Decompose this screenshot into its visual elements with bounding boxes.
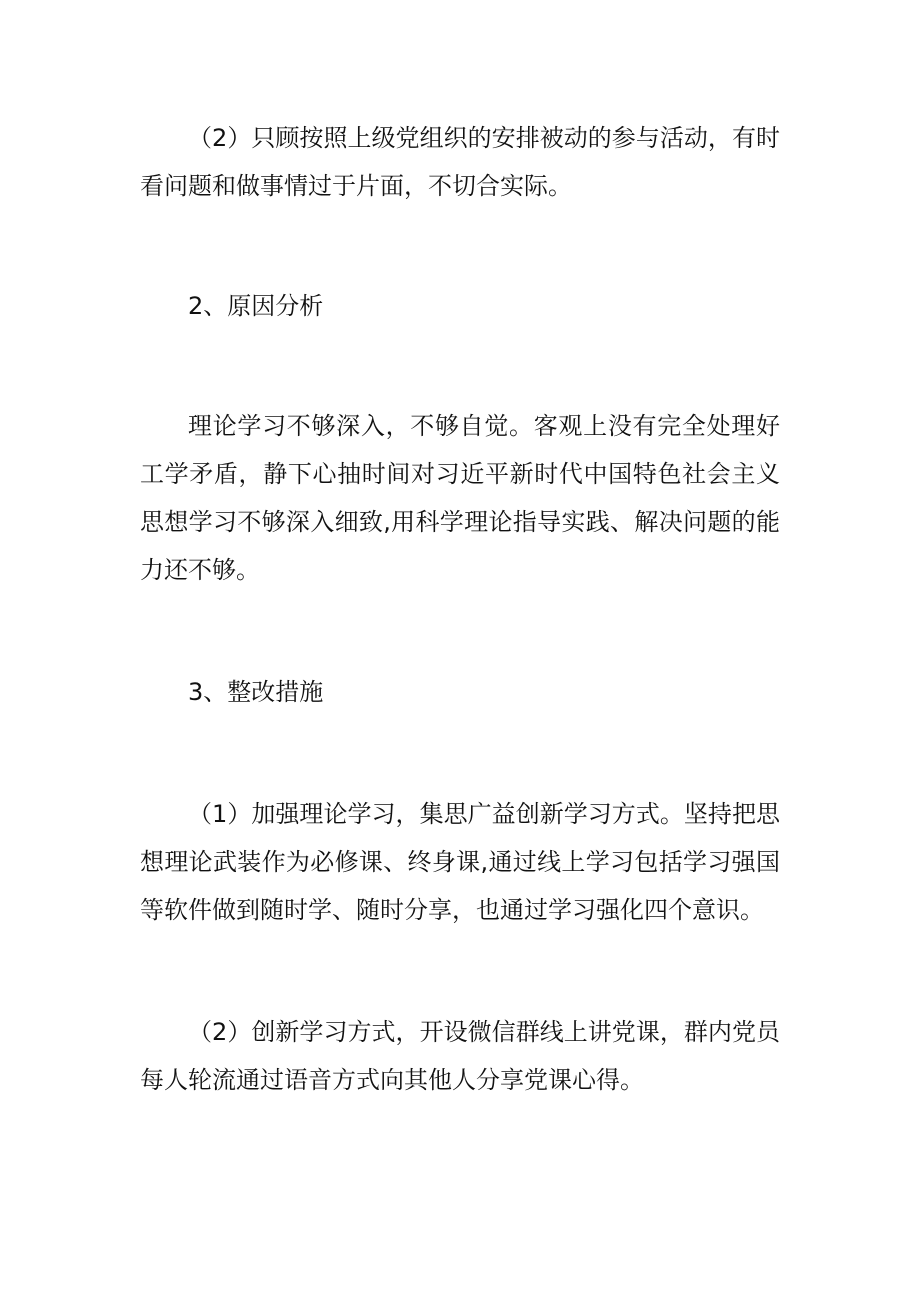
paragraph-problem-2: （2）只顾按照上级党组织的安排被动的参与活动，有时看问题和做事情过于片面，不切合实际。 bbox=[140, 124, 780, 200]
paragraph-measure-2: （2）创新学习方式，开设微信群线上讲党课，群内党员每人轮流通过语音方式向其他人分享党课心得。 bbox=[140, 1018, 780, 1094]
paragraph-cause-analysis: 理论学习不够深入，不够自觉。客观上没有完全处理好工学矛盾，静下心抽时间对习近平新时代中国特色社会主义思想学习不够深入细致,用科学理论指导实践、解决问题的能力还不够。 bbox=[140, 412, 780, 584]
heading-rectification-measures: 3、整改措施 bbox=[188, 678, 324, 706]
paragraph-measure-1: （1）加强理论学习，集思广益创新学习方式。坚持把思想理论武装作为必修课、终身课,通过线上学习包括学习强国等软件做到随时学、随时分享，也通过学习强化四个意识。 bbox=[140, 800, 780, 924]
heading-cause-analysis: 2、原因分析 bbox=[188, 292, 324, 320]
